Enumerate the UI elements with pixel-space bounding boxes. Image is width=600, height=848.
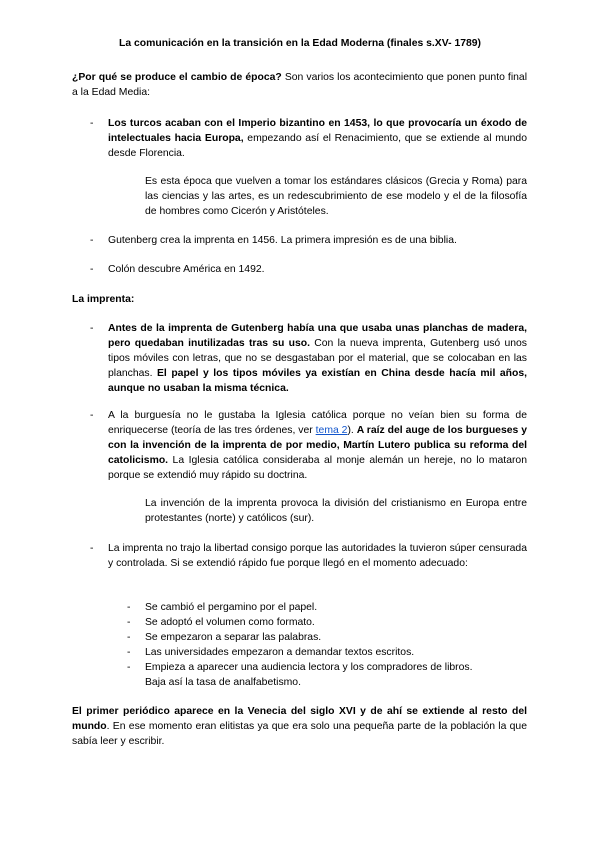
bullet-marker: - <box>90 543 94 554</box>
list-item-colon: Colón descubre América en 1492. <box>108 264 265 275</box>
sub-bullet-marker: - <box>127 647 131 658</box>
page-title: La comunicación en la transición en la Edad Moderna (finales s.XV- 1789) <box>118 38 482 49</box>
final-text: . En ese momento eran elitistas ya que era solo una pequeña parte de la población la que sabía leer y escribir. <box>72 721 527 747</box>
sub-bullet-marker: - <box>127 632 131 643</box>
list-item-press-history <box>108 321 527 396</box>
list-item-bold: El papel y los tipos móviles ya existían en China desde hacía mil años, aunque no usaban la misma técnica. <box>108 368 527 394</box>
sub-list-item: Las universidades empezaron a demandar textos escritos. <box>145 647 415 658</box>
renaissance-note: Es esta época que vuelven a tomar los estándares clásicos (Grecia y Roma) para las ciencias y las artes, es un redescubrimiento de ese modelo y el de la filosofía de hombres como Cicerón y Aristóteles. <box>145 176 527 217</box>
final-paragraph <box>72 704 527 749</box>
list-item-bold: A raíz del auge de los burgueses y con la invención de la imprenta de por medio, Martín Lutero publica su reforma del catolicismo. <box>108 425 528 466</box>
list-item-text: La Iglesia católica consideraba al monje alemán un hereje, no lo mataron porque se extendió muy rápido su doctrina. <box>108 455 527 481</box>
sub-list-item: Se empezaron a separar las palabras. <box>145 632 322 643</box>
list-item-turks <box>108 116 527 161</box>
list-item-text: Con la nueva imprenta, Gutenberg usó unos tipos móviles con letras, que no se desgastaban por el material, que se colocaban en las planchas. <box>108 338 527 379</box>
sub-list-item-continuation: Baja así la tasa de analfabetismo. <box>145 677 301 688</box>
section-heading: La imprenta: <box>72 294 135 305</box>
bullet-marker: - <box>90 264 94 275</box>
list-item-bold: Antes de la imprenta de Gutenberg había una que usaba unas planchas de madera, pero quedaban inutilizadas tras su uso. <box>108 323 527 349</box>
list-item-reformation <box>108 408 527 483</box>
list-item-gutenberg: Gutenberg crea la imprenta en 1456. La primera impresión es de una biblia. <box>108 235 457 246</box>
list-item-text: empezando así el Renacimiento, que se extiende al mundo desde Florencia. <box>108 133 527 159</box>
sub-list-item: Se cambió el pergamino por el papel. <box>145 602 318 613</box>
bullet-marker: - <box>90 235 94 246</box>
sub-list-item: Se adoptó el volumen como formato. <box>145 617 315 628</box>
intro-text: Son varios los acontecimiento que ponen punto final a la Edad Media: <box>72 72 527 98</box>
list-item-text: A la burguesía no le gustaba la Iglesia católica porque no veían bien su forma de enriquecerse (teoría de las tres órdenes, ver <box>108 410 527 436</box>
sub-bullet-marker: - <box>127 602 131 613</box>
bullet-marker: - <box>90 118 94 129</box>
sub-bullet-marker: - <box>127 662 131 673</box>
list-item-text: ). <box>347 425 357 436</box>
division-note: La invención de la imprenta provoca la división del cristianismo en Europa entre protestantes (norte) y católicos (sur). <box>145 498 527 524</box>
list-item-censorship: La imprenta no trajo la libertad consigo porque las autoridades la tuvieron súper censurada y controlada. Si se extendió rápido fue porque llegó en el momento adecuado: <box>108 543 527 569</box>
intro-paragraph <box>72 70 527 100</box>
sub-bullet-marker: - <box>127 617 131 628</box>
sub-list-item: Empieza a aparecer una audiencia lectora y los compradores de libros. <box>145 662 473 673</box>
tema-2-link[interactable]: tema 2 <box>315 425 348 436</box>
bullet-marker: - <box>90 410 94 421</box>
bullet-marker: - <box>90 323 94 334</box>
list-item-bold: Los turcos acaban con el Imperio bizantino en 1453, lo que provocaría un éxodo de intelectuales hacia Europa, <box>108 118 527 144</box>
final-bold: El primer periódico aparece en la Venecia del siglo XVI y de ahí se extiende al resto del mundo <box>72 706 527 732</box>
intro-question: ¿Por qué se produce el cambio de época? <box>72 72 282 83</box>
